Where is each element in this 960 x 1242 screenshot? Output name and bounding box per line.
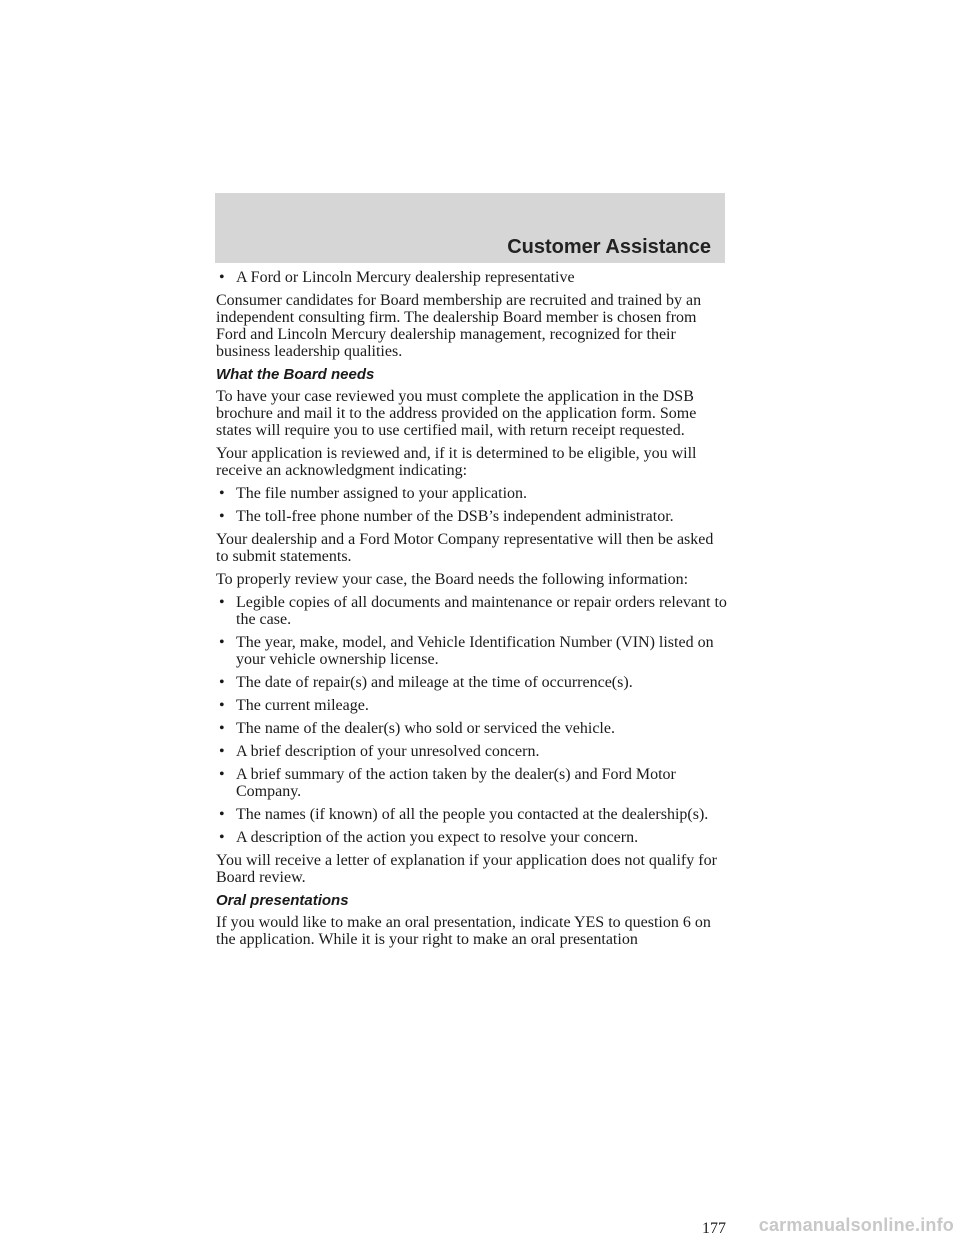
- section-header-band: [215, 193, 725, 263]
- bullet-icon: •: [219, 485, 225, 502]
- paragraph: Consumer candidates for Board membership are recruited and trained by an independent consulting firm. The dealership Board member is chosen from Ford and Lincoln Mercury dealership management, recognized for their business leadership qualities.: [216, 292, 702, 360]
- bullet-item: [216, 806, 728, 823]
- bullet-icon: •: [219, 806, 225, 823]
- bullet-item: [216, 508, 728, 525]
- bullet-icon: •: [219, 269, 225, 286]
- bullet-text: The name of the dealer(s) who sold or serviced the vehicle.: [236, 720, 615, 737]
- page-number: 177: [702, 1220, 726, 1237]
- bullet-item: [216, 674, 728, 691]
- bullet-item: [216, 634, 728, 668]
- bullet-item: [216, 697, 728, 714]
- watermark: carmanualsonline.info: [758, 1215, 954, 1235]
- bullet-list: [216, 269, 728, 286]
- bullet-text: A brief summary of the action taken by the dealer(s) and Ford Motor Company.: [236, 766, 676, 800]
- bullet-icon: •: [219, 829, 225, 846]
- bullet-item: [216, 829, 728, 846]
- paragraph: If you would like to make an oral presentation, indicate YES to question 6 on the application. While it is your right to make an oral presentation: [216, 914, 711, 948]
- paragraph: To have your case reviewed you must complete the application in the DSB brochure and mail it to the address provided on the application form. Some states will require you to use certified mail, with return receipt requested.: [216, 388, 697, 439]
- bullet-item: [216, 485, 728, 502]
- bullet-list: [216, 594, 728, 846]
- bullet-text: The current mileage.: [236, 697, 369, 714]
- bullet-icon: •: [219, 634, 225, 651]
- bullet-text: A description of the action you expect to resolve your concern.: [236, 829, 639, 846]
- bullet-item: [216, 766, 728, 800]
- bullet-icon: •: [219, 743, 225, 760]
- paragraph: You will receive a letter of explanation if your application does not qualify for Board review.: [216, 852, 717, 886]
- bullet-text: Legible copies of all documents and maintenance or repair orders relevant to the case.: [236, 594, 727, 628]
- bullet-text: The date of repair(s) and mileage at the time of occurrence(s).: [236, 674, 633, 691]
- paragraph: Your dealership and a Ford Motor Company representative will then be asked to submit statements.: [216, 531, 714, 565]
- subsection-heading: What the Board needs: [216, 366, 375, 383]
- bullet-icon: •: [219, 508, 225, 525]
- bullet-text: The year, make, model, and Vehicle Identification Number (VIN) listed on your vehicle ownership license.: [236, 634, 714, 668]
- subsection-heading: Oral presentations: [216, 892, 349, 909]
- bullet-icon: •: [219, 720, 225, 737]
- bullet-icon: •: [219, 674, 225, 691]
- bullet-icon: •: [219, 594, 225, 611]
- bullet-item: [216, 720, 728, 737]
- bullet-text: The toll-free phone number of the DSB’s independent administrator.: [236, 508, 674, 525]
- bullet-item: [216, 594, 728, 628]
- bullet-text: The names (if known) of all the people you contacted at the dealership(s).: [236, 806, 709, 823]
- bullet-icon: •: [219, 697, 225, 714]
- bullet-list: [216, 485, 728, 525]
- paragraph: Your application is reviewed and, if it is determined to be eligible, you will receive an acknowledgment indicating:: [216, 445, 697, 479]
- section-title: Customer Assistance: [507, 236, 711, 258]
- paragraph: To properly review your case, the Board needs the following information:: [216, 571, 689, 588]
- bullet-icon: •: [219, 766, 225, 783]
- bullet-text: A Ford or Lincoln Mercury dealership representative: [236, 269, 575, 286]
- page-content: [216, 269, 728, 954]
- bullet-item: [216, 269, 728, 286]
- bullet-item: [216, 743, 728, 760]
- bullet-text: The file number assigned to your application.: [236, 485, 528, 502]
- bullet-text: A brief description of your unresolved concern.: [236, 743, 540, 760]
